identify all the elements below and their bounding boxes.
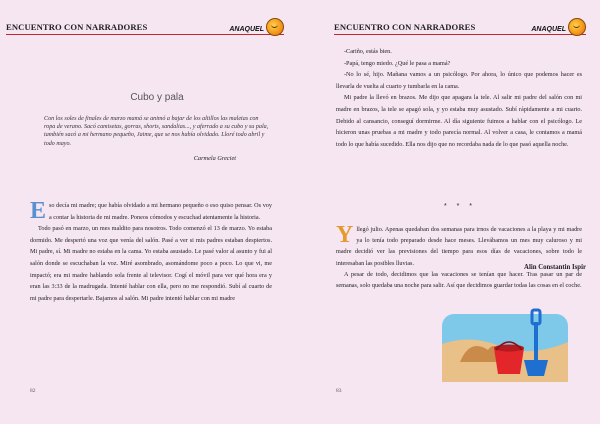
paragraph: A pesar de todo, decidimos que las vacaciones se tenían que hacer. Tras pasar un par de semanas, solo quedaba una noche para salir. Así que decidimos guardar todas las cosas en el coche. bbox=[336, 270, 582, 290]
section-separator: * * * bbox=[443, 203, 477, 210]
right-page-header bbox=[334, 14, 586, 35]
paragraph: Yllegó julio. Apenas quedaban dos semanas para irnos de vacaciones a la playa y mi madre ya lo tenía todo preparado desde hace meses. Llevábamos un mes muy caluroso y mi madre decidió ver las previsiones del tiempo para esos días de vacaciones, sobre todo le interesaban las posibles lluvias. bbox=[336, 222, 582, 267]
epigraph bbox=[44, 92, 270, 162]
dialogue-line: -Cariño, estás bien. bbox=[344, 48, 392, 55]
brand-name: ANAQUEL bbox=[531, 26, 566, 33]
left-body-text bbox=[30, 200, 272, 304]
dialogue-line: -Papá, tengo miedo. ¿Qué le pasa a mamá? bbox=[344, 59, 451, 67]
drop-cap: E bbox=[30, 198, 47, 224]
sun-face-icon bbox=[266, 18, 284, 36]
header-title: ENCUENTRO CON NARRADORES bbox=[6, 22, 148, 32]
story2-body-text bbox=[336, 224, 582, 291]
left-page-header bbox=[6, 14, 284, 35]
brand-logo bbox=[229, 15, 284, 34]
paragraph: Eso decía mi madre; que había olvidado a mi hermano pequeño o eso quiso pensar. Os voy a contar la historia de mi madre. Poneos cómodos y escuchad atentamente la historia. bbox=[30, 198, 272, 224]
story-title: Cubo y pala bbox=[130, 92, 184, 103]
epigraph-text: Con los soles de finales de marzo mamá se animó a bajar de los altillos las maletas con ropa de verano. Sacó camisetas, gorras, shorts, sandalias..., y aferrado a su cubo y su pala, también sacó a mi hermano pequeño, Jaime, que se nos había olvidado. Lloré todo abril y todo mayo. bbox=[44, 116, 269, 147]
brand-logo bbox=[531, 15, 586, 34]
author-signature: Alin Constantin Ispir bbox=[524, 264, 586, 271]
sand-bucket-and-shovel-icon bbox=[440, 304, 570, 384]
paragraph: Mi padre la llevó en brazos. Me dijo que apagara la tele. Al salir mi padre del salón con mi madre en brazos, la tele se apagó sola, y yo estaba muy asustado. Subí rápidamente a mi cuarto. Debido al cansancio, conseguí dormirme. Al día siguiente fuimos a hablar con el psicólogo. Le hicieron unas pruebas a mi madre y todo parecía normal. Al volver a casa, le contamos a mamá todo lo que había sucedido. Ella nos dijo que no recordaba nada de lo que pasó aquella noche. bbox=[336, 94, 582, 148]
paragraph: Todo pasó en marzo, un mes maldito para nosotros. Todo comenzó el 13 de marzo. Yo estaba dormido. Me despertó una voz que venía del salón. Pasé a ver si mis padres estaban despiertos. Mi padre, sí. Mi madre no estaba en la cama. Yo estaba asustado. Le pasé valor al asunto y fui al salón donde se escuchaban la voz. Miré asombrado, asomándome poco a poco. Lo que vi, me impactó; era mi madre hablando sola frente al televisor. Cogí el móvil para ver qué hora era y eran las 3:33 de la madrugada. Intenté hablar con ella, pero no me respondió. Subí al cuarto de mi padre para despertarle. Bajamos al salón. Mi padre intentó hablar con mi madre bbox=[30, 225, 272, 302]
right-body-text bbox=[336, 46, 582, 150]
brand-name: ANAQUEL bbox=[229, 26, 264, 33]
page-number-left: 82 bbox=[30, 388, 36, 394]
page-number-right: 83 bbox=[336, 388, 342, 394]
dialogue-line: -No lo sé, hijo. Mañana vamos a un psicólogo. Por ahora, lo único que podemos hacer es llevarla de vuelta al cuarto y tumbarla en la cama. bbox=[336, 71, 582, 90]
header-title: ENCUENTRO CON NARRADORES bbox=[334, 22, 476, 32]
epigraph-author: Carmela Greciet bbox=[193, 154, 236, 162]
drop-cap: Y bbox=[336, 222, 354, 248]
sun-face-icon bbox=[568, 18, 586, 36]
